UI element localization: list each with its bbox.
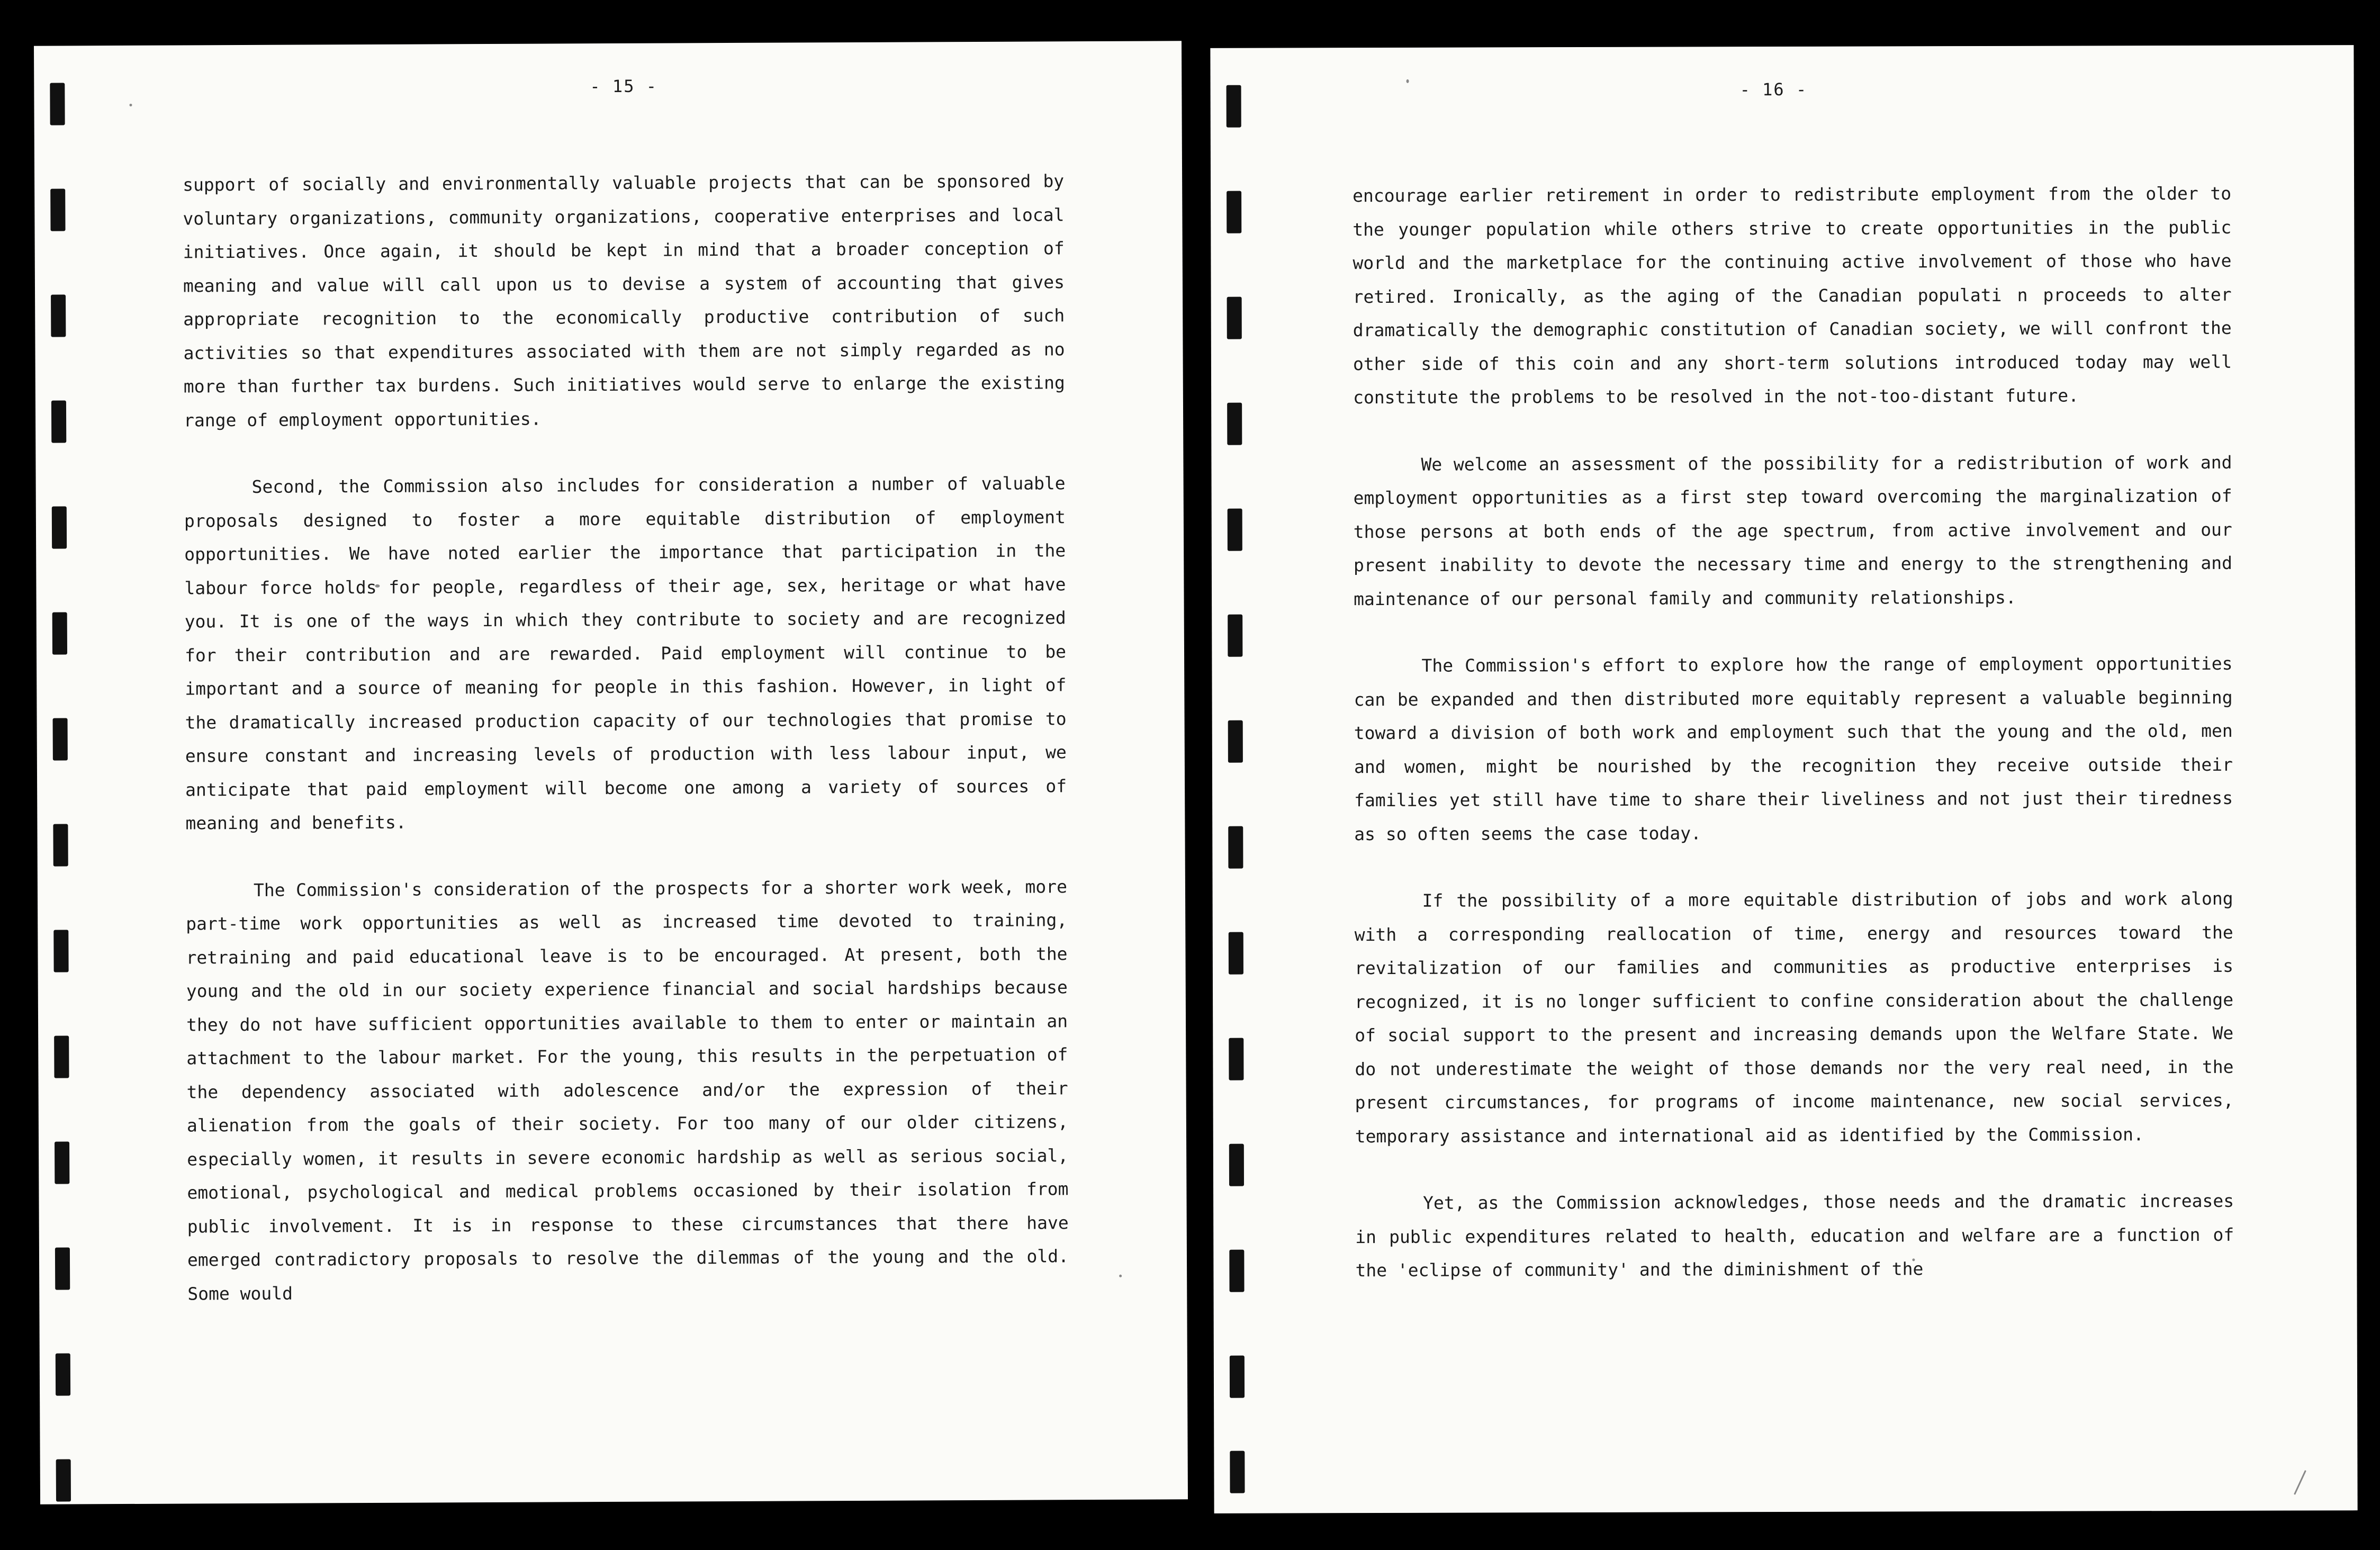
left-page xyxy=(34,41,1188,1504)
binding-hole xyxy=(56,1353,70,1395)
scan-speck xyxy=(1119,1275,1122,1277)
binding-hole xyxy=(1228,509,1242,551)
binding-hole xyxy=(52,506,67,548)
page-number: - 16 - xyxy=(1739,79,1808,100)
binding-hole xyxy=(50,83,65,125)
page-body xyxy=(1353,177,2234,1321)
binding-hole xyxy=(1227,297,1242,339)
binding-hole xyxy=(1229,1038,1243,1080)
binding-hole xyxy=(1230,1356,1245,1398)
paragraph: The Commission's consideration of the prospects for a shorter work week, more part-time work opportunities as well as increased time devoted to training, retraining and paid educational leave is to be encouraged. At present, both the young and the old in our society experience financial and social hardships because they do not have sufficient opportunities available to them to enter or maintain an attachment to the labour market. For the young, this results in the perpetuation of the dependency associated with adolescence and/or the expression of their alienation from the goals of their society. For too many of our older citizens, especially women, it results in severe economic hardship as well as serious social, emotional, psychological and medical problems occasioned by their isolation from public involvement. It is in response to these circumstances that there have emerged contradictory proposals to resolve the dilemmas of the young and the old. Some would xyxy=(186,876,1069,1304)
binding-hole xyxy=(53,930,68,972)
scan-speck xyxy=(2294,1470,2306,1495)
binding-hole xyxy=(55,1141,69,1184)
binding-hole xyxy=(55,1247,70,1290)
paragraph: support of socially and environmentally valuable projects that can be sponsored by voluntary organizations, community organizations, cooperative enterprises and local initiatives. Once again, it should be kept in mind that a broader conception of meaning and value will call upon us to devise a system of accounting that gives appropriate recognition to the economically productive contribution of such activities so that expenditures associated with them are not simply regarded as no more than further tax burdens. Such initiatives would serve to enlarge the existing range of employment opportunities. xyxy=(183,170,1065,431)
paragraph: Second, the Commission also includes for consideration a number of valuable proposals designed to foster a more equitable distribution of employment opportunities. We have noted earlier the importance that participation in the labour force holds for people, regardless of their age, sex, heritage or what have you. It is one of the ways in which they contribute to society and are recognized for their contribution and are rewarded. Paid employment will continue to be important and a source of meaning for people in this fashion. However, in light of the dramatically increased production capacity of our technologies that promise to ensure constant and increasing levels of production with less labour input, we anticipate that paid employment will become one among a variety of sources of meaning and benefits. xyxy=(184,473,1067,834)
binding-hole xyxy=(53,718,68,760)
paragraph: The Commission's effort to explore how the range of employment opportunities can be expanded and then distributed more equitably represent a valuable beginning toward a division of both work and employment such that the young and the old, men and women, might be nourished by the recognition they receive outside their families yet still have time to share their liveliness and not just their tiredness as so often seems the case today. xyxy=(1354,653,2233,844)
right-page xyxy=(1210,45,2357,1513)
binding-hole xyxy=(51,400,66,443)
binding-hole xyxy=(54,1035,69,1078)
binding-hole xyxy=(50,188,65,231)
binding-hole xyxy=(52,612,67,654)
paragraph: Yet, as the Commission acknowledges, those needs and the dramatic increases in public expenditures related to health, education and welfare are a function of the 'eclipse of community' and the diminishment of the xyxy=(1355,1190,2234,1281)
binding-hole xyxy=(53,824,68,866)
binding-holes xyxy=(1227,85,1251,1492)
binding-hole xyxy=(1228,826,1243,869)
paragraph: encourage earlier retirement in order to redistribute employment from the older to the younger population while others strive to create opportunities in the public world and the marketplace for the continuing active involvement of those who have retired. Ironically, as the aging of the Canadian populati n proceeds to alter dramatically the demographic constitution of Canadian society, we will confront the other side of this coin and any short-term solutions introduced today may well constitute the problems to be resolved in the not-too-distant future. xyxy=(1353,183,2232,408)
paragraph: We welcome an assessment of the possibility for a redistribution of work and employment opportunities as a first step toward overcoming the marginalization of those persons at both ends of the age spectrum, from active involvement and our present inability to devote the necessary time and energy to the strengthening and maintenance of our personal family and community relationships. xyxy=(1353,452,2232,609)
paragraph: If the possibility of a more equitable distribution of jobs and work along with a corresponding reallocation of time, energy and resources toward the revitalization of our families and communities as productive enterprises is recognized, it is no longer sufficient to confine consideration about the challenge of social support to the present and increasing demands upon the Welfare State. We do not underestimate the weight of those demands nor the very real need, in the present circumstances, for programs of income maintenance, new social services, temporary assistance and international aid as identified by the Commission. xyxy=(1354,888,2234,1147)
binding-hole xyxy=(1228,720,1243,763)
scan-speck xyxy=(129,104,132,106)
binding-hole xyxy=(1227,85,1241,128)
page-number: - 15 - xyxy=(590,76,658,97)
binding-hole xyxy=(1228,615,1242,657)
binding-holes xyxy=(50,83,77,1483)
binding-hole xyxy=(1230,1451,1245,1493)
binding-hole xyxy=(51,294,66,337)
page-body xyxy=(183,164,1069,1344)
binding-hole xyxy=(1229,932,1243,975)
scan-speck xyxy=(1407,79,1409,83)
binding-hole xyxy=(1229,1144,1244,1186)
binding-hole xyxy=(1229,1250,1244,1292)
binding-hole xyxy=(56,1459,71,1501)
binding-hole xyxy=(1227,191,1241,233)
binding-hole xyxy=(1227,403,1242,445)
